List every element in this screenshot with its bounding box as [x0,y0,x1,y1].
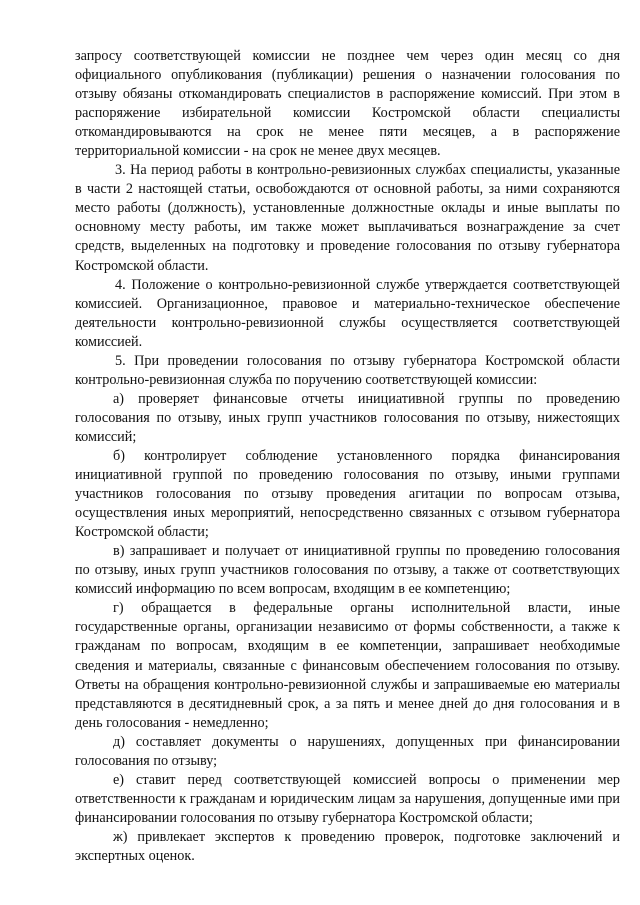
paragraph-item-e: е) ставит перед соответствующей комиссией вопросы о применении мер ответственности к гражданам и юридическим лицам за нарушения, допущенные ими при финансировании голосования по отзыву губернатора Костромской области; [75,771,620,826]
paragraph-item-d: д) составляет документы о нарушениях, допущенных при финансировании голосования по отзыву; [75,733,620,769]
document-body [75,47,620,866]
paragraph-continuation: запросу соответствующей комиссии не позднее чем через один месяц со дня официального опубликования (публикации) решения о назначении голосования по отзыву обязаны откомандировать специалистов в распоряжение комиссий. При этом в распоряжение избирательной комиссии Костромской области специалисты откомандировываются на срок не менее пяти месяцев, а в распоряжение территориальной комиссии - на срок не менее двух месяцев. [75,48,620,160]
paragraph-item-g: г) обращается в федеральные органы исполнительной власти, иные государственные органы, организации независимо от формы собственности, а также к гражданам по вопросам, входящим в ее компетенции, запрашивает необходимые сведения и материалы, связанные с финансовым обеспечением голосования по отзыву. Ответы на обращения контрольно-ревизионной службы и запрашиваемые ею материалы представляются в десятидневный срок, а за пять и менее дней до дня голосования и в день голосования - немедленно; [75,600,620,731]
paragraph-item-zh: ж) привлекает экспертов к проведению проверок, подготовке заключений и экспертных оценок. [75,828,620,864]
paragraph-item-v: в) запрашивает и получает от инициативной группы по проведению голосования по отзыву, иных групп участников голосования по отзыву, а также от соответствующих комиссий информацию по всем вопросам, входящим в ее компетенцию; [75,543,620,598]
paragraph-item-a: а) проверяет финансовые отчеты инициативной группы по проведению голосования по отзыву, иных групп участников голосования по отзыву, нижестоящих комиссий; [75,390,620,445]
paragraph-part-4: 4. Положение о контрольно-ревизионной службе утверждается соответствующей комиссией. Организационное, правовое и материально-техническое обеспечение деятельности контрольно-ревизионной службы осуществляется соответствующей комиссией. [75,276,620,350]
paragraph-item-b: б) контролирует соблюдение установленного порядка финансирования инициативной группой по проведению голосования по отзыву, иными группами участников голосования по отзыву проведения агитации по вопросам отзыва, осуществления иных мероприятий, непосредственно связанных с отзывом губернатора Костромской области; [75,447,620,541]
paragraph-part-3: 3. На период работы в контрольно-ревизионных службах специалисты, указанные в части 2 настоящей статьи, освобождаются от основной работы, за ними сохраняются место работы (должность), установленные должностные оклады и иные выплаты по основному месту работы, им также может выплачиваться вознаграждение за счет средств, выделенных на подготовку и проведение голосования по отзыву губернатора Костромской области. [75,162,620,274]
paragraph-part-5: 5. При проведении голосования по отзыву губернатора Костромской области контрольно-ревизионная служба по поручению соответствующей комиссии: [75,352,620,388]
